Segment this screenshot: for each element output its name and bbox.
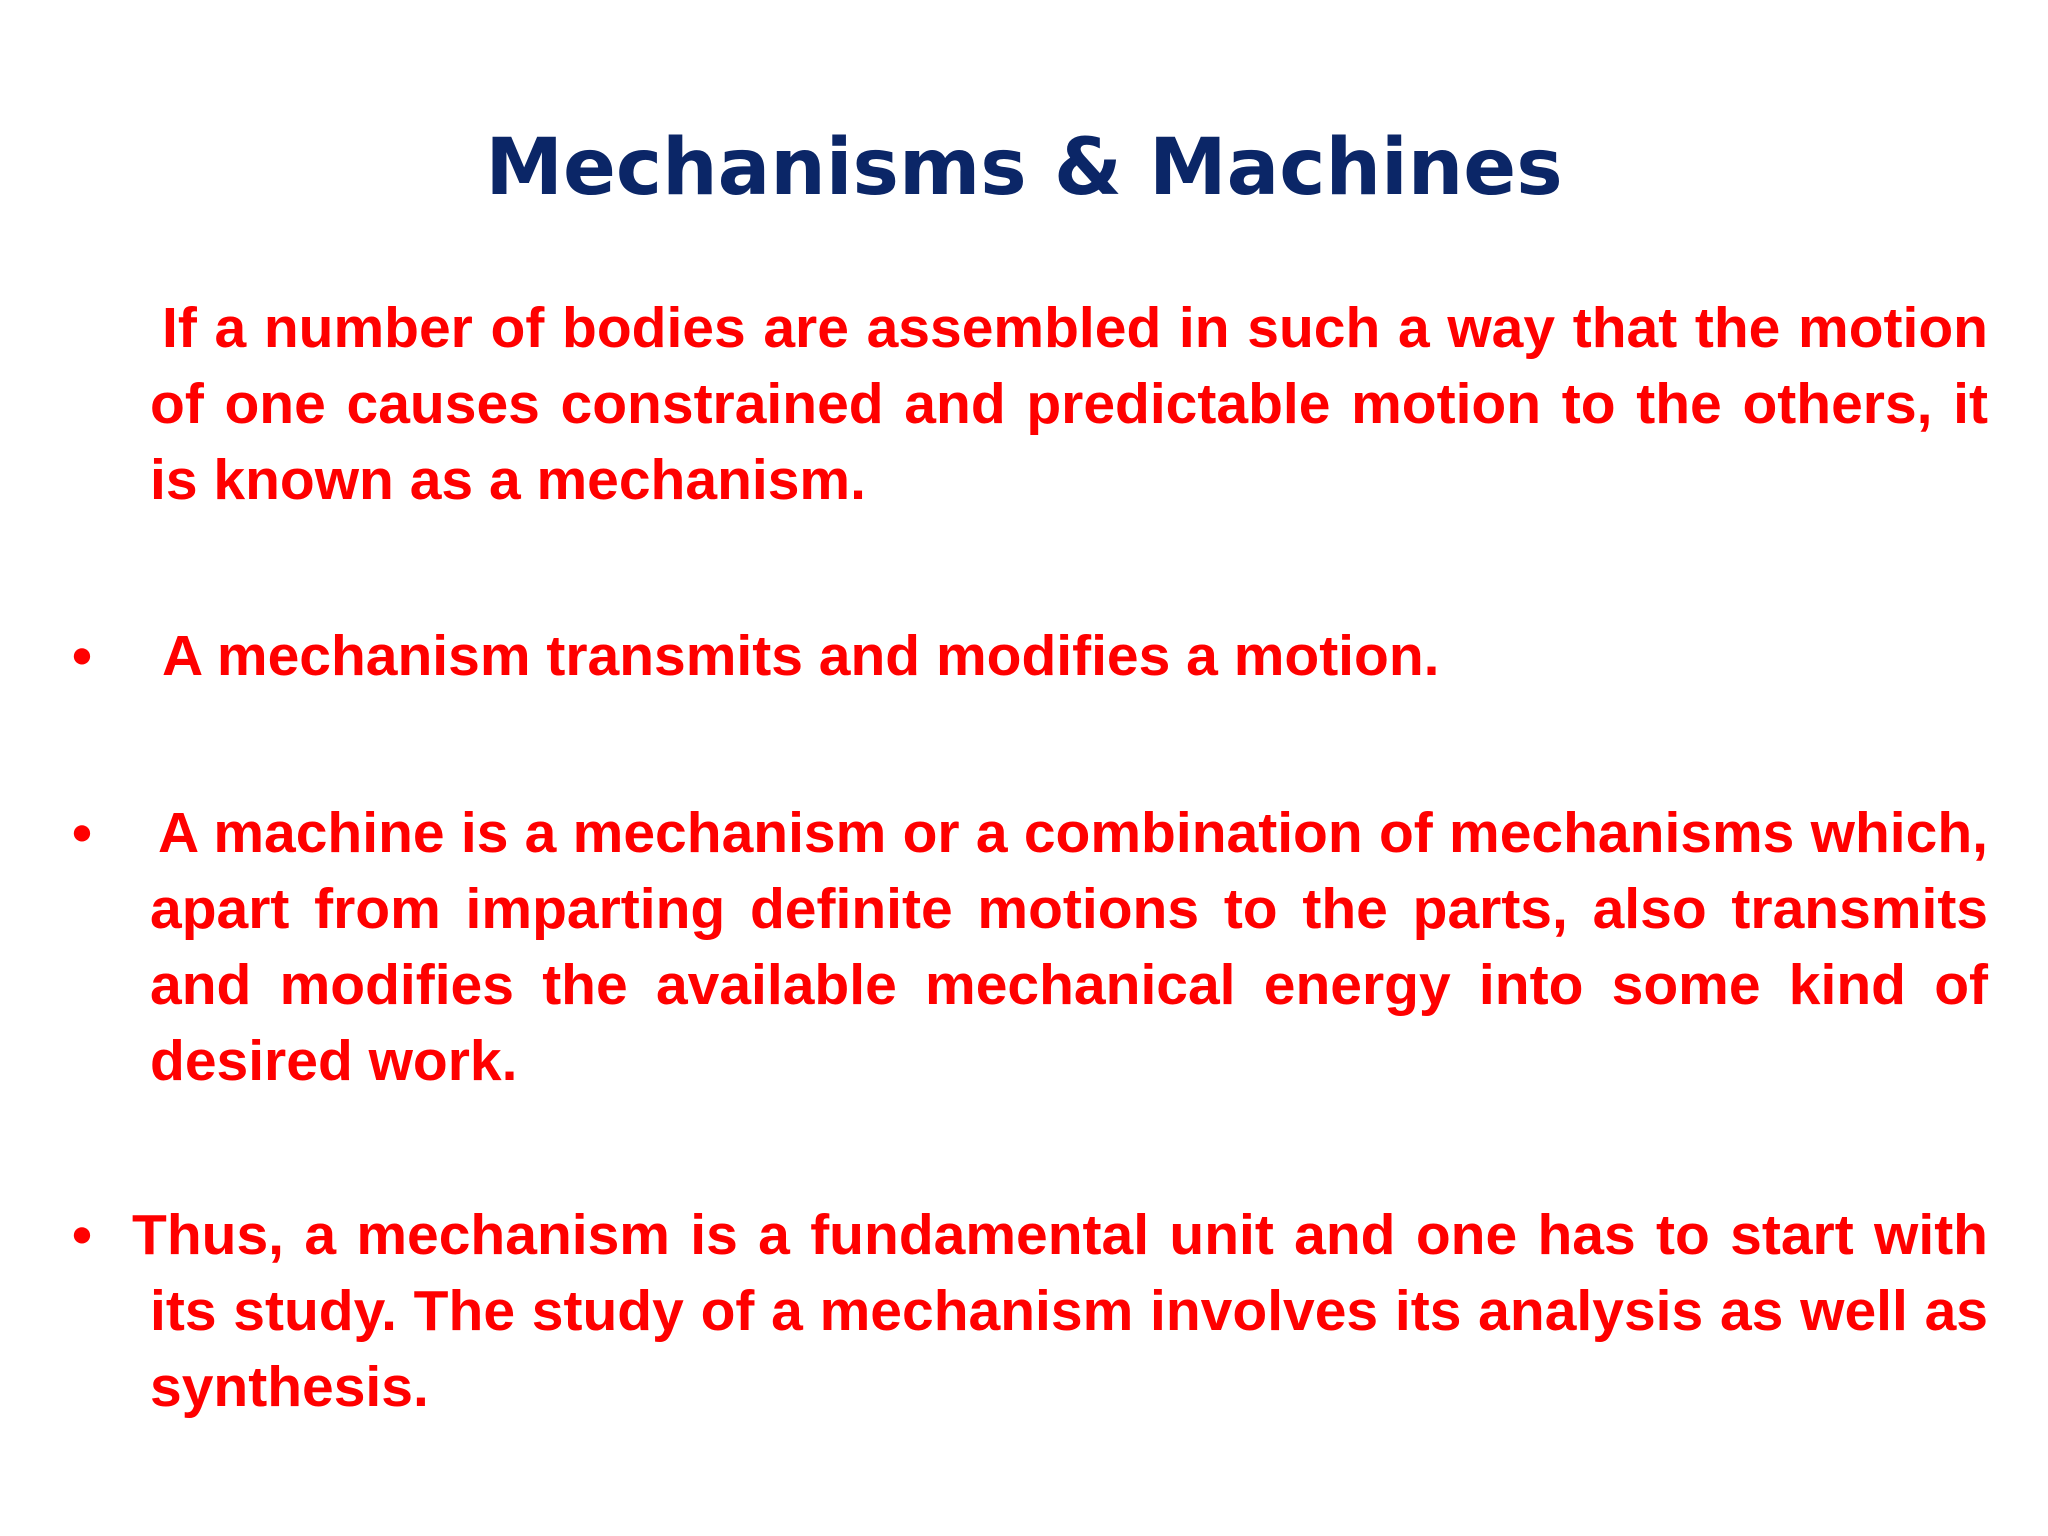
bullet-machine-definition: A machine is a mechanism or a combination of mechanisms which, apart from imparting definite motions to the parts, also transmits and modifies the available mechanical energy into some kind of desired work. [150,801,1988,1093]
bullet-mechanism-fundamental-unit: Thus, a mechanism is a fundamental unit and one has to start with its study. The study of a mechanism involves its analysis as well as synthesis. [132,1203,1988,1419]
bullet-mechanism-transmits: A mechanism transmits and modifies a motion. [162,624,1440,688]
slide-title: Mechanisms & Machines [485,123,1563,213]
paragraph-definition: If a number of bodies are assembled in such a way that the motion of one causes constrained and predictable motion to the others, it is known as a mechanism. [150,296,1988,512]
bullet-marker: • [72,1203,92,1267]
bullet-marker: • [72,624,92,688]
bullet-marker: • [72,801,92,865]
